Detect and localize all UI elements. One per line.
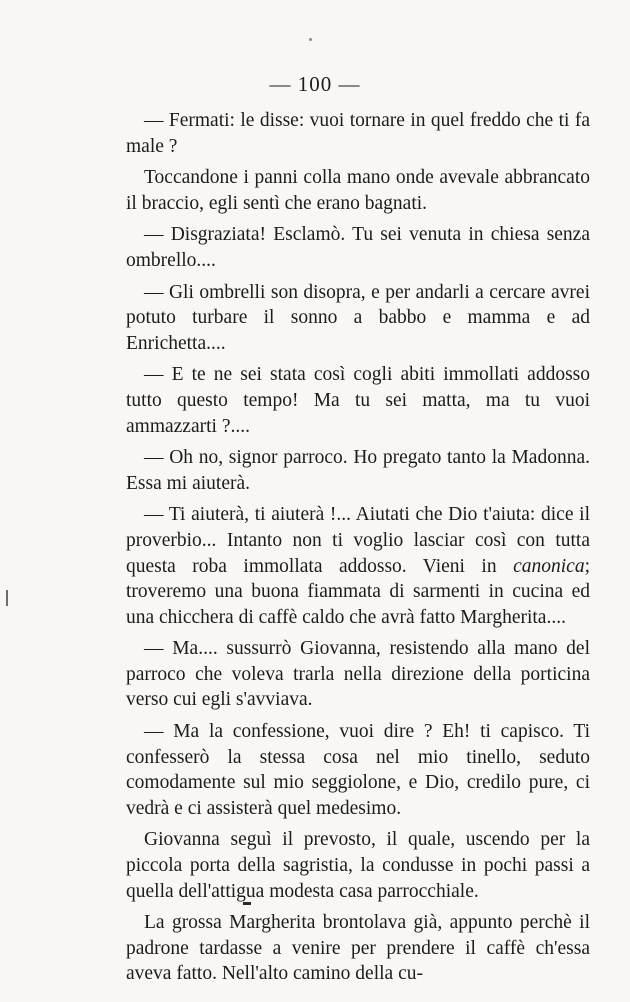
page-text xyxy=(126,108,590,993)
paragraph-text: — Ti aiuterà, ti aiuterà !... Aiutati che Dio t'aiuta: dice il proverbio... Intanto non ti voglio lasciar così con tutta questa roba immollata addosso. Vieni in xyxy=(126,504,590,577)
paragraph: — Oh no, signor parroco. Ho pregato tanto la Madonna. Essa mi aiuterà. xyxy=(126,447,590,494)
print-speck xyxy=(309,38,312,41)
paragraph: — E te ne sei stata così cogli abiti immollati addosso tutto questo tempo! Ma tu sei matta, ma tu vuoi ammazzarti ?.... xyxy=(126,364,590,437)
paragraph: — Ma.... sussurrò Giovanna, resistendo alla mano del parroco che voleva trarla nella direzione della porticina verso cui egli s'avviava. xyxy=(126,638,590,711)
paragraph: — Gli ombrelli son disopra, e per andarli a cercare avrei potuto turbare il sonno a babbo e mamma e ad Enrichetta.... xyxy=(126,281,590,354)
paragraph: Toccandone i panni colla mano onde avevale abbrancato il braccio, egli sentì che erano bagnati. xyxy=(126,167,590,214)
paragraph xyxy=(126,502,590,630)
paragraph: Giovanna seguì il prevosto, il quale, uscendo per la piccola porta della sagristia, la condusse in pochi passi a quella dell'attigua modesta casa parrocchiale. xyxy=(126,829,590,902)
margin-mark xyxy=(6,590,8,606)
page-number: — 100 — xyxy=(269,72,361,96)
italic-word: canonica xyxy=(513,555,585,577)
footer-mark xyxy=(243,902,251,905)
paragraph: — Disgraziata! Esclamò. Tu sei venuta in chiesa senza ombrello.... xyxy=(126,224,590,271)
paragraph: La grossa Margherita brontolava già, appunto perchè il padrone tardasse a venire per prendere il caffè ch'essa aveva fatto. Nell'alto camino della cu- xyxy=(126,912,590,985)
paragraph: — Fermati: le disse: vuoi tornare in quel freddo che ti fa male ? xyxy=(126,110,590,157)
paragraph-text: ; troveremo una buona fiammata di sarmenti in cucina ed una chicchera di caffè caldo che avrà fatto Margherita.... xyxy=(126,555,590,628)
paragraph: — Ma la confessione, vuoi dire ? Eh! ti capisco. Ti confesserò la stessa cosa nel mio tinello, seduto comodamente sul mio seggiolone, e Dio, credilo pure, ci vedrà e ci assisterà quel medesimo. xyxy=(126,721,590,819)
